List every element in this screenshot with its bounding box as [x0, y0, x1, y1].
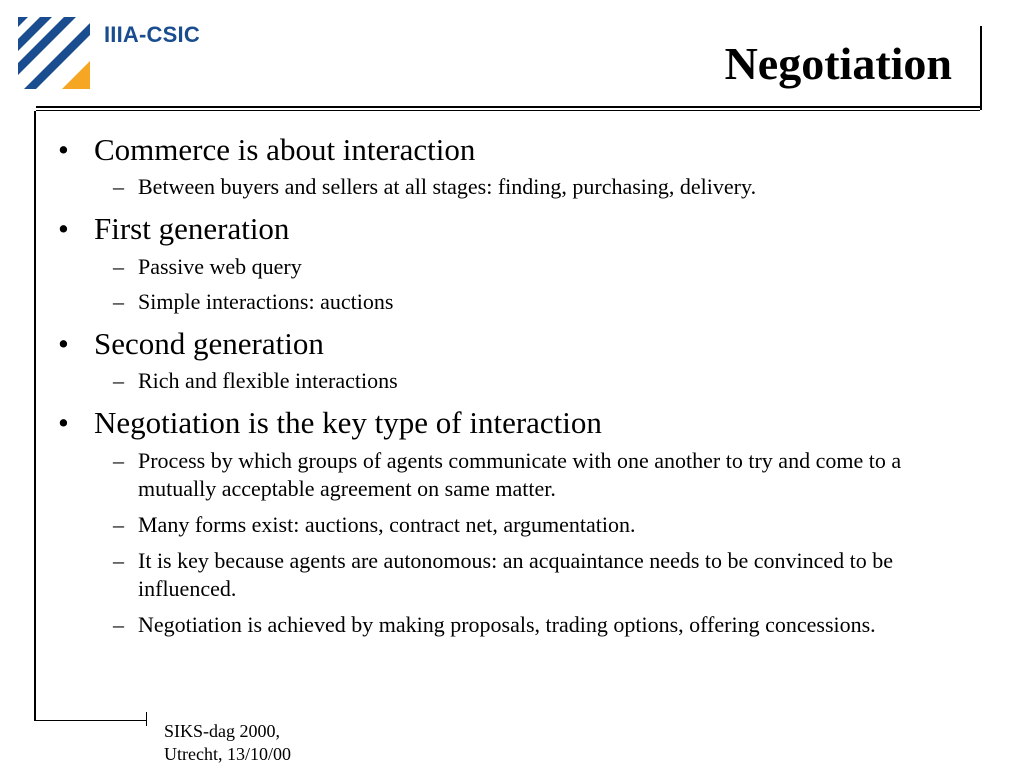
- header-rule-top: [36, 106, 980, 108]
- sub-bullet-text: Passive web query: [138, 254, 302, 279]
- bullet-text: Commerce is about interaction: [94, 132, 476, 167]
- slide-title: Negotiation: [724, 38, 952, 89]
- sub-bullet-text: It is key because agents are autonomous: an acquaintance needs to be convinced to be influenced.: [138, 548, 894, 601]
- dash-marker: –: [113, 448, 124, 473]
- bullet-marker: •: [58, 132, 69, 167]
- sub-bullet-item: [58, 447, 978, 503]
- sub-bullet-item: [58, 367, 978, 395]
- bullet-marker: •: [58, 326, 69, 361]
- dash-marker: –: [113, 612, 124, 637]
- slide-content: [58, 131, 978, 647]
- dash-marker: –: [113, 174, 124, 199]
- right-frame-line: [980, 26, 982, 110]
- sub-bullet-item: [58, 253, 978, 281]
- iiia-csic-logo: [18, 17, 90, 89]
- dash-marker: –: [113, 368, 124, 393]
- left-frame-line: [34, 111, 36, 721]
- sub-bullet-item: [58, 611, 978, 639]
- bullet-item: [58, 131, 978, 169]
- footer-place-date: Utrecht, 13/10/00: [164, 744, 291, 764]
- sub-bullet-text: Simple interactions: auctions: [138, 289, 394, 314]
- bullet-item: [58, 404, 978, 442]
- sub-bullet-text: Rich and flexible interactions: [138, 368, 398, 393]
- bullet-item: [58, 325, 978, 363]
- sub-bullet-text: Many forms exist: auctions, contract net, argumentation.: [138, 512, 636, 537]
- sub-bullet-item: [58, 547, 978, 603]
- org-name: IIIA-CSIC: [104, 22, 200, 47]
- bullet-text: Negotiation is the key type of interaction: [94, 405, 602, 440]
- footer: [164, 720, 291, 766]
- dash-marker: –: [113, 512, 124, 537]
- header-rule-bottom: [36, 110, 980, 111]
- bullet-item: [58, 210, 978, 248]
- sub-bullet-text: Negotiation is achieved by making proposals, trading options, offering concessions.: [138, 612, 876, 637]
- bullet-text: First generation: [94, 211, 290, 246]
- sub-bullet-item: [58, 173, 978, 201]
- bullet-marker: •: [58, 211, 69, 246]
- dash-marker: –: [113, 254, 124, 279]
- footer-event: SIKS-dag 2000,: [164, 721, 280, 741]
- footer-tick: [146, 712, 147, 726]
- sub-bullet-text: Process by which groups of agents communicate with one another to try and come to a mutually acceptable agreement on same matter.: [138, 448, 902, 501]
- bullet-text: Second generation: [94, 326, 324, 361]
- bottom-frame-line: [34, 720, 146, 721]
- bullet-marker: •: [58, 405, 69, 440]
- dash-marker: –: [113, 548, 124, 573]
- sub-bullet-text: Between buyers and sellers at all stages: finding, purchasing, delivery.: [138, 174, 757, 199]
- sub-bullet-item: [58, 511, 978, 539]
- dash-marker: –: [113, 289, 124, 314]
- sub-bullet-item: [58, 288, 978, 316]
